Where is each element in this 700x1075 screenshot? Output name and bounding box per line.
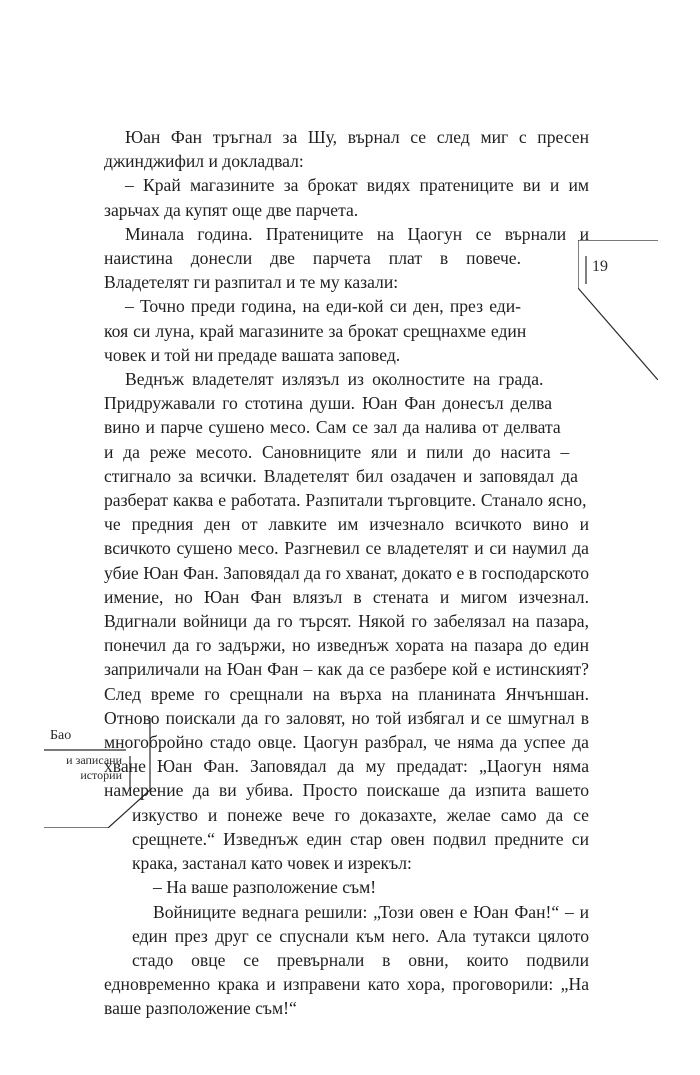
page-number-frame [578, 240, 658, 380]
body-text [104, 125, 589, 1021]
running-header-subtitle-line: и записани [66, 753, 122, 767]
page-number: 19 [592, 258, 608, 275]
paragraph: Веднъж владетелят излязъл из околностите на града. Придружавали го стотина души. Юан Фан донесъл делва вино и парче сушено месо. Сам се зал да налива от делвата и да реже месото. Сановниците яли и пили до насита – стигнало за всички. Владетелят бил озадачен и заповядал да разберат каква е работата. Разпитали търговците. Станало ясно, че предния ден от лавките им изчезнало всичкото вино и всичкото сушено месо. Разгневил се владетелят и си наумил да убие Юан Фан. Заповядал да го хванат, докато е в господарското имение, но Юан Фан влязъл в стената и мигом изчезнал. Вдигнали войници да го търсят. Някой го забелязал на пазара, понечил да го задържи, но изведнъж хората на пазара до един заприличали на Юан Фан – как да се разбере кой е истинският? След време го срещнали на върха на планината Янчъншан. Отново поискали да го заловят, но той избягал и се шмугнал в многобройно стадо овце. Цаогун разбрал, че няма да успее да хване Юан Фан. Заповядал да му предадат: „Цаогун няма намерение да ви убива. Просто поискаше да изпита вашето изкуство и понеже вече го доказахте, желае само да се срещнете.“ Изведнъж един стар овен подвил предните си крака, застанал като човек и изрекъл: [104, 369, 589, 874]
paragraph: – Точно преди година, на еди-кой си ден, през еди-коя си луна, край магазините за брокат срещнахме един човек и той ни предаде вашата заповед. [104, 296, 527, 365]
paragraph: Минала година. Пратениците на Цаогун се върнали и наистина донесли две парчета плат в повече. Владетелят ги разпитал и те му казали: [104, 223, 589, 293]
running-header-title: Бао [50, 728, 72, 743]
paragraph: – Край магазините за брокат видях пратениците ви и им зарьчах да купят още две парчета. [104, 175, 589, 220]
paragraph: Юан Фан тръгнал за Шу, върнал се след миг с пресен джинджифил и докладвал: [104, 127, 589, 172]
paragraph: Войниците веднага решили: „Този овен е Юан Фан!“ – и един през друг се спуснали към него. Ала тутакси цялото стадо овце се превърнали в овни, които подвили едновременно крака и изправени като хора, проговорили: „На ваше разположение съм!“ [104, 901, 589, 1019]
running-header-subtitle-line: истории [80, 768, 122, 782]
paragraph: – На ваше разположение съм! [153, 877, 377, 898]
